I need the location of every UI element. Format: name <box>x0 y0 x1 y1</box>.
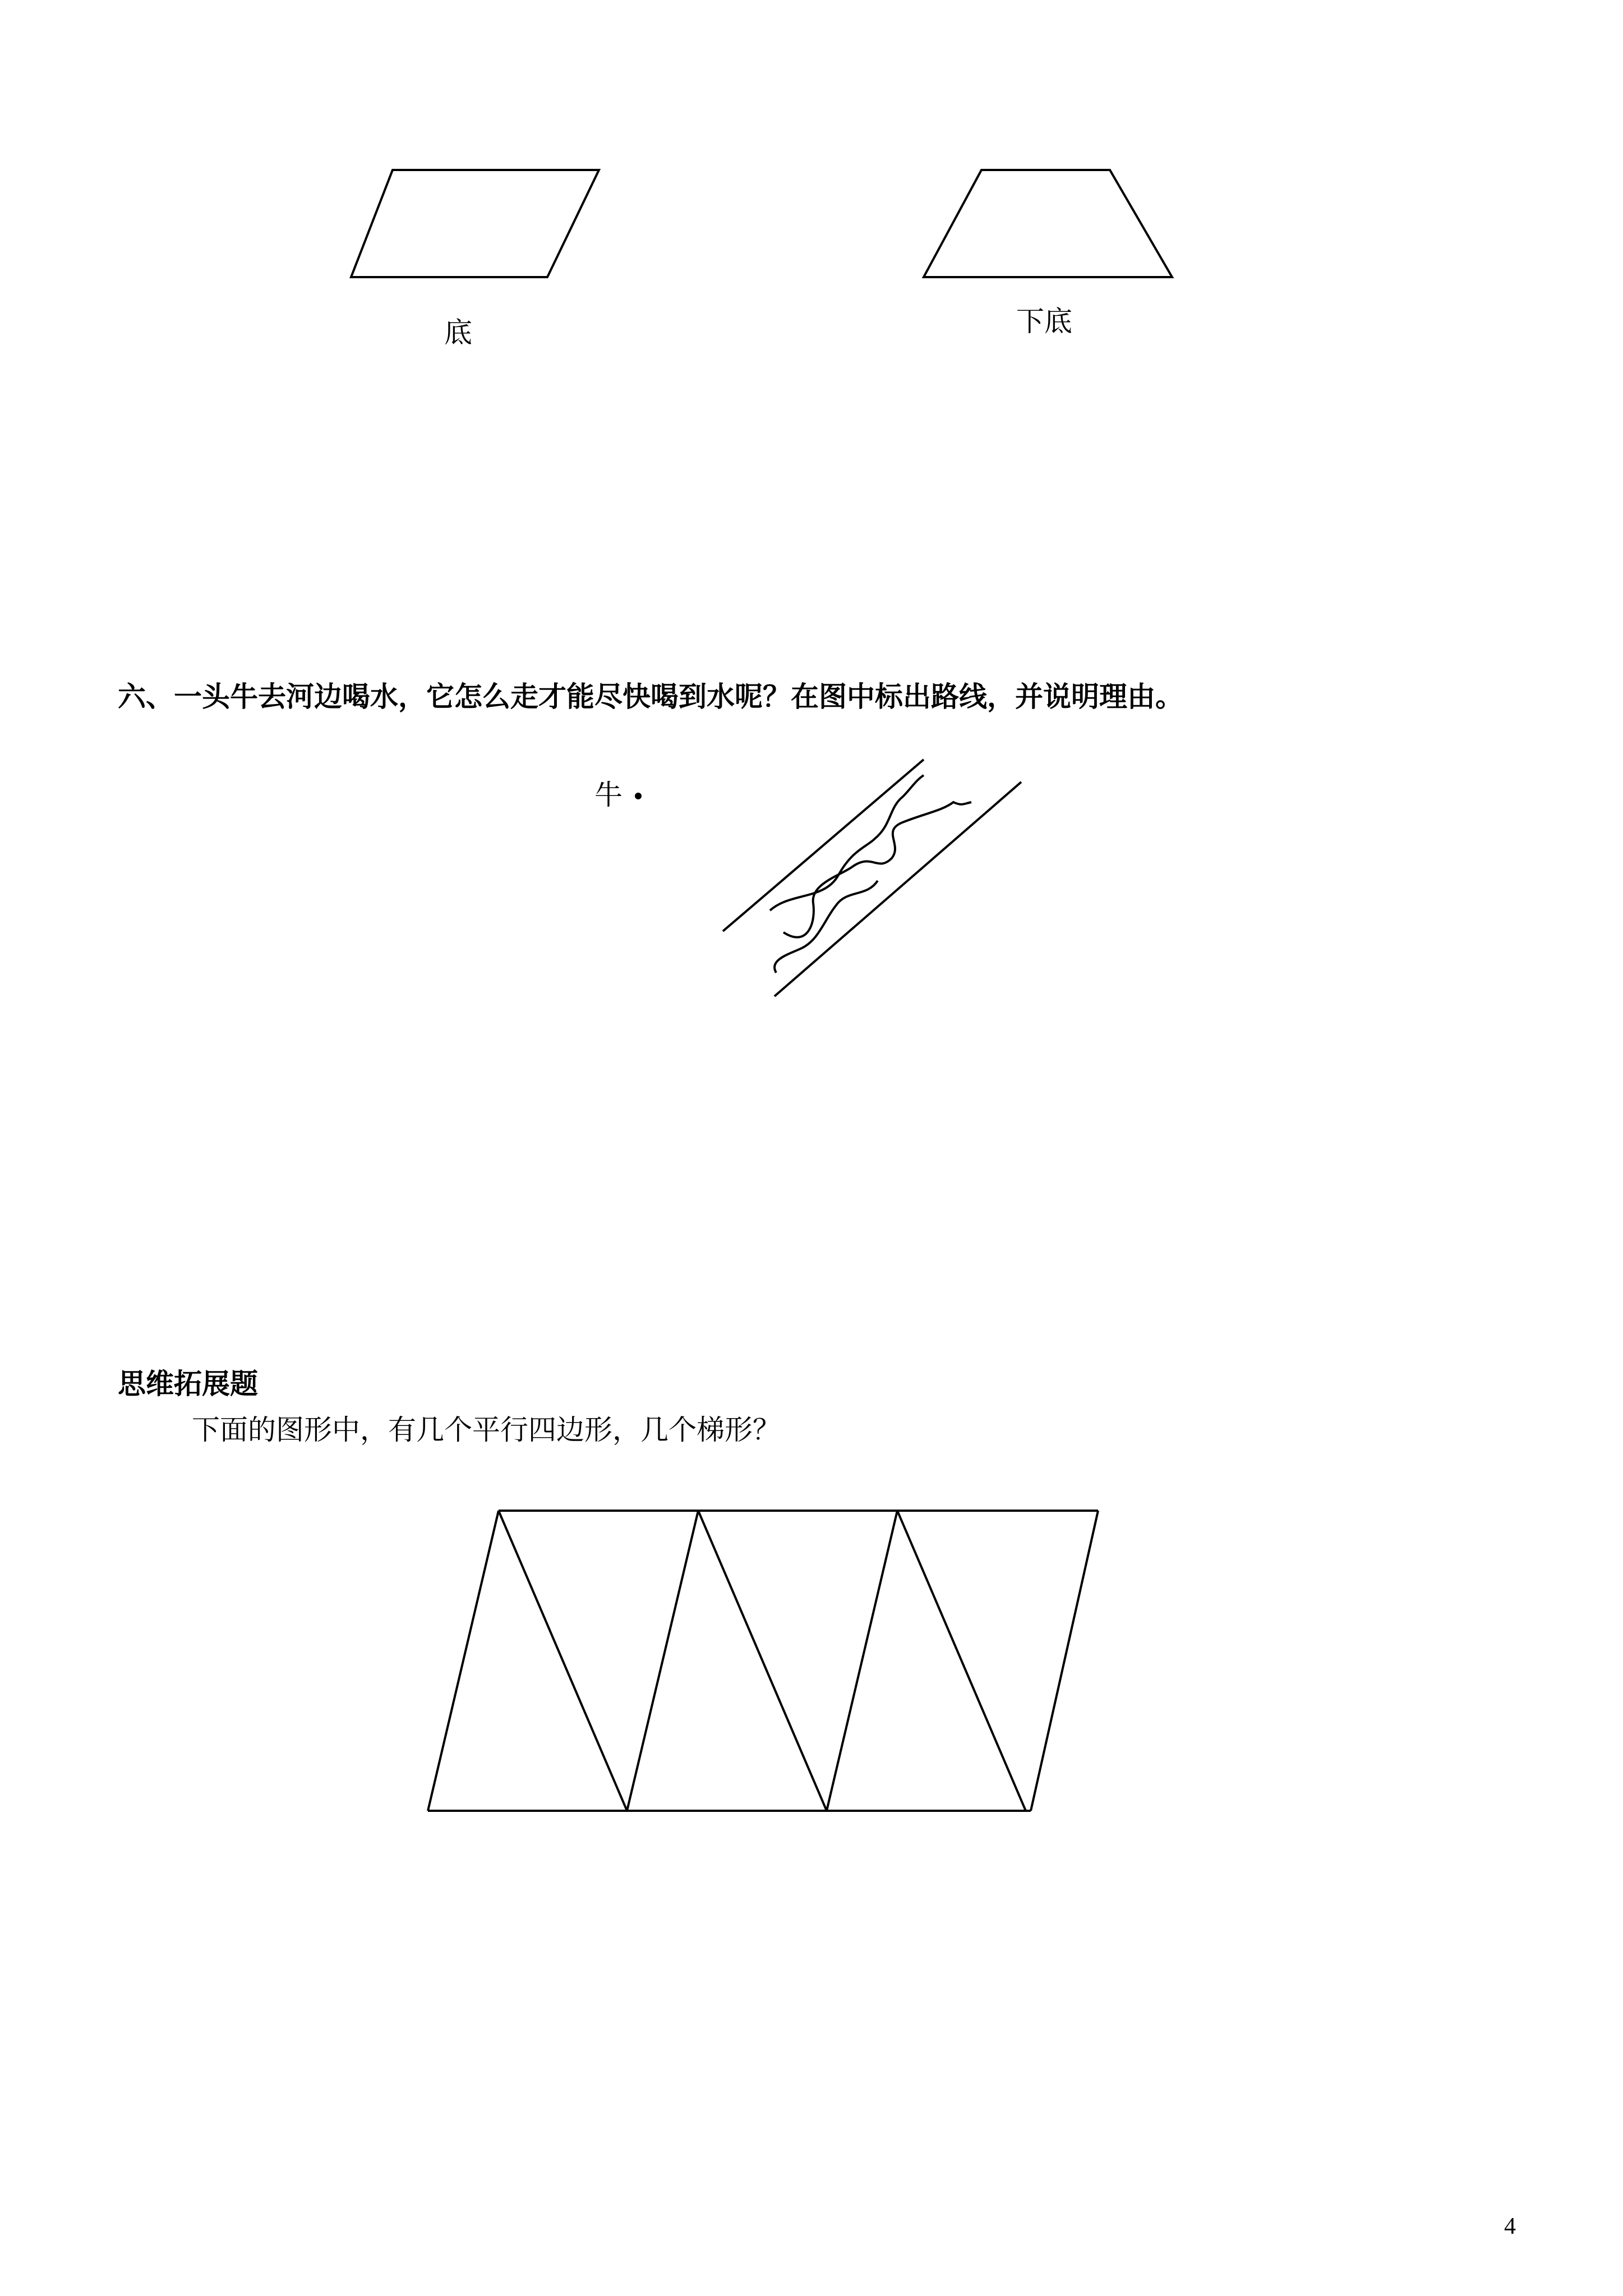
cow-point <box>635 793 642 799</box>
figure-diagonal <box>827 1511 897 1811</box>
river-bank-upper <box>723 760 924 931</box>
parallelogram-figure <box>351 170 599 277</box>
trapezoid-lower-base-text: 下底 <box>1016 305 1072 338</box>
extension-figure <box>428 1511 1098 1811</box>
extension-prompt: 下面的图形中，有几个平行四边形，几个梯形？ <box>192 1414 781 1446</box>
river-bank-lower <box>774 782 1021 996</box>
figure-diagonal <box>698 1511 827 1811</box>
parallelogram-base-label: 底 <box>444 316 472 349</box>
page-number: 4 <box>1504 2214 1516 2239</box>
question6-text: 六、一头牛去河边喝水，它怎么走才能尽快喝到水呢？在图中标出路线，并说明理由。 <box>118 680 1183 713</box>
figure-diagonal <box>627 1511 698 1811</box>
extension-heading: 思维拓展题 <box>118 1367 258 1400</box>
trapezoid-figure <box>924 170 1172 277</box>
water-wave-line <box>774 881 878 973</box>
figure-left-edge <box>428 1511 499 1811</box>
figure-diagonal <box>499 1511 627 1811</box>
figure-right-edge <box>1031 1511 1098 1811</box>
cow-label: 牛 <box>594 779 623 811</box>
water-wave-line <box>770 775 924 910</box>
figure-diagonal <box>897 1511 1026 1811</box>
water-wave-line <box>783 802 971 937</box>
trapezoid-lower-base-label <box>1016 305 1078 338</box>
